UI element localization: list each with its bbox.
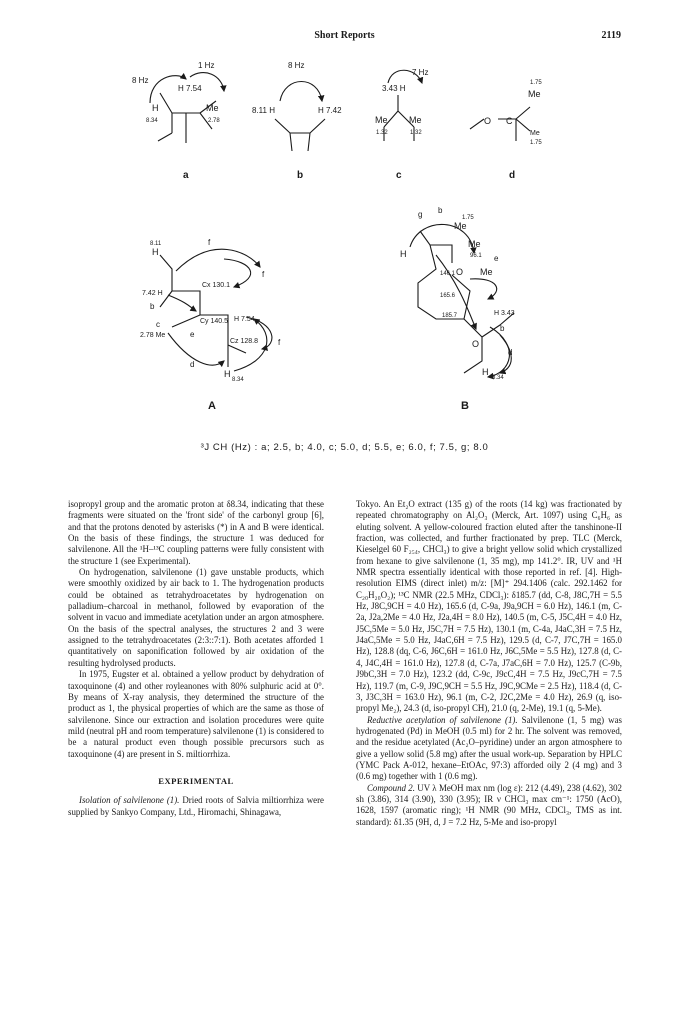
coupling-constants-legend: ³J CH (Hz) : a; 2.5, b; 4.0, c; 5.0, d; 5.5, e; 6.0, f; 7.5, g; 8.0 bbox=[200, 442, 489, 453]
frag-d-o: O bbox=[484, 116, 492, 126]
frag-d-me2: Me bbox=[530, 130, 540, 137]
A-label-3: b bbox=[150, 302, 155, 311]
reductive-acetylation-heading: Reductive acetylation of salvilenone (1). bbox=[367, 714, 518, 725]
frag-a-h2-shift: 8.34 bbox=[146, 118, 158, 124]
frag-d-me2-shift: 1.75 bbox=[530, 140, 542, 146]
frag-a-me: Me bbox=[206, 103, 219, 113]
B-label-9: Me bbox=[480, 267, 493, 277]
A-label-14: f bbox=[262, 270, 265, 279]
reductive-acetylation-text: Salvilenone (1, 5 mg) was hydrogenated (Pd) in MeOH (0.5 ml) for 2 hr. The solvent was removed, and the residue acetylated (Ac₂O–pyridine) under an argon atmosphere to give a yellow solid (5.8 mg) after the usual work-up. Separation by HPLC (YMC Pack A-012, hexane–EtOAc, 97:3) afforded oily 2 (4 mg) and 3 (0.6 mg) together with 1 (0.6 mg). bbox=[356, 714, 622, 782]
A-label-6: Cx 130.1 bbox=[202, 282, 231, 289]
page-number: 2119 bbox=[601, 30, 621, 41]
compound-2-heading: Compound 2. bbox=[367, 782, 415, 793]
left-paragraph-1: isopropyl group and the aromatic proton at δ8.34, indicating that these fragments were situated on the 'front side' of the carbonyl group [6], and that the protons denoted by asterisks (*) in A and B were identical. On the basis of these findings, the structure 1 was deduced for salvilenone. All the ¹H–¹³C coupling patterns were fully consistent with the structure 1 (see Experimental). bbox=[68, 499, 324, 566]
B-label-16: d bbox=[508, 348, 513, 357]
frag-d-c: C bbox=[506, 116, 513, 126]
left-paragraph-3: In 1975, Eugster et al. obtained a yellow product by dehydration of taxoquinone (4) and other royleanones with 80% sulphuric acid at 0°. By means of X-ray analysis, they determined the structure of the product as 1, the physical properties of which are the same as those of salvilenone. Since our extraction and isolation procedures were quite mild (neutral pH and room temperature) salvilenone (1) is considered to be a natural product even though possible precursors such as taxoquinone (4) are present in S. miltiorrhiza. bbox=[68, 669, 324, 759]
A-label-15: f bbox=[278, 338, 281, 347]
B-label-5: 96.1 bbox=[470, 253, 482, 259]
B-label-4: Me bbox=[468, 239, 481, 249]
frag-a-j1: 1 Hz bbox=[198, 61, 215, 70]
frag-d-letter: d bbox=[509, 170, 516, 181]
A-label-10: H bbox=[224, 369, 231, 379]
B-label-0: g bbox=[418, 210, 423, 219]
A-label-11: 8.34 bbox=[232, 377, 244, 383]
A-label-9: Cz 128.8 bbox=[230, 338, 259, 345]
frag-b-h2: H 7.42 bbox=[318, 106, 342, 115]
frag-b-h1: 8.11 H bbox=[252, 106, 275, 115]
frag-a-h2: H bbox=[152, 103, 159, 113]
A-label-2: 7.42 H bbox=[142, 290, 163, 297]
B-label-2: 1.75 bbox=[462, 215, 474, 221]
frag-b-j: 8 Hz bbox=[288, 61, 305, 70]
A-label-4: c bbox=[156, 320, 160, 329]
frag-c-me1-shift: 1.32 bbox=[376, 130, 388, 136]
A-label-16: e bbox=[190, 330, 195, 339]
right-paragraph-2 bbox=[356, 715, 622, 783]
B-label-8: O bbox=[456, 267, 464, 277]
B-label-1: b bbox=[438, 206, 443, 215]
running-head: Short Reports bbox=[314, 30, 375, 41]
structure-B-letter: B bbox=[461, 400, 469, 412]
frag-b-letter: b bbox=[297, 170, 304, 181]
frag-a-h1: H 7.54 bbox=[178, 84, 202, 93]
B-label-10: e bbox=[494, 254, 499, 263]
B-label-18: 8.34 bbox=[492, 375, 504, 381]
isolation-text: Dried roots of Salvia miltiorrhiza were supplied by Sankyo Company, Ltd., Hiromachi, Shinagawa, bbox=[68, 795, 324, 817]
B-label-6: H bbox=[400, 249, 407, 259]
frag-c-me2: Me bbox=[409, 115, 422, 125]
A-label-1: H bbox=[152, 247, 159, 257]
right-paragraph-1: Tokyo. An Et₂O extract (135 g) of the roots (14 kg) was fractionated by repeated chromatography on Al₂O₃ (Merck, Art. 1097) using C₆H₆ as eluting solvent. A yellow-coloured fraction eluted after the tanshinone-II fraction, was collected, and further fractionated by prep. TLC (Merck, Kieselgel 60 F₂₅₄, CHCl₃) to give a bright yellow solid which crystallized from hexane to give salvilenone (1, 35 mg), mp 141.2°. IR, UV and ¹H NMR spectra essentially identical with those reported in ref. [4]. High-resolution EIMS (direct inlet) m/z: [M]⁺ 294.1406 (calc. 292.1462 for C₂₀H₂₀O₂); ¹³C NMR (22.5 MHz, CDCl₃): δ185.7 (dd, C-8, J8C,7H = 5.5 Hz, J8C,9CH = 4.0 Hz), 165.6 (d, C-9a, J9a,9CH = 6.0 Hz), 146.1 (m, C-2a, J2a,2Me = 4.0 Hz, J2a,4H = 8.0 Hz), 140.5 (m, C-5, J5C,4H = 4.0 Hz, J5C,5Me = 5.0 Hz, J5C,7H = 7.5 Hz), 130.1 (m, C-4a, J4aC,3H = 7.5 Hz, J4aC,5Me = 5.0 Hz, J4aC,6H = 7.5 Hz), 129.5 (d, C-7, J7C,7H = 165.0 Hz), 128.8 (dq, C-6, J6C,6H = 161.0 Hz, J6C,5Me = 5.5 Hz), 127.8 (d, C-4, J4C,4H = 161.0 Hz), 127.8 (d, C-7a, J7aC,6H = 7.0 Hz), 125.7 (C-9b, J9bC,3H = 7.0 Hz), 123.2 (dd, C-9c, J9cC,4H = 7.5 Hz, J9cC,7H = 7.5 Hz), 119.7 (m, C-9, J9C,9CH = 5.5 Hz, J9C,9CMe = 2.5 Hz), 118.4 (d, C-3, J3C,3H = 163.0 Hz), 96.1 (m, C-2, J2C,2Me = 4.0 Hz), 26.9 (q, iso-propyl Me₂), 24.3 (d, iso-propyl CH), 21.0 (q, 2-Me), 19.1 (q, 5-Me). bbox=[356, 499, 622, 714]
B-label-14: H 3.43 bbox=[494, 310, 515, 317]
A-label-7: Cy 140.5 bbox=[200, 318, 229, 325]
figure-structures bbox=[0, 195, 689, 435]
A-label-8: H 7.54 bbox=[234, 316, 255, 323]
B-label-13: O bbox=[472, 339, 480, 349]
compound-2-text: UV λ MeOH max nm (log ε): 212 (4.49), 238 (4.62), 302 sh (3.86), 314 (3.90), 330 (3.95); IR ν CHCl₃ max cm⁻¹: 1750 (AcO), 1628, 1597 (aromatic ring); ¹H NMR (90 MHz, CDCl₃, TMS as int. standard): δ1.35 (9H, d, J = 7.2 Hz, 5-Me and iso-propyl bbox=[356, 782, 622, 827]
frag-d-me1: Me bbox=[528, 89, 541, 99]
A-label-13: f bbox=[208, 238, 211, 247]
left-column bbox=[68, 499, 324, 818]
B-label-17: H bbox=[482, 367, 489, 377]
A-label-5: 2.78 Me bbox=[140, 332, 166, 339]
structure-A-letter: A bbox=[208, 400, 216, 412]
right-column bbox=[356, 499, 622, 828]
A-label-12: d bbox=[190, 360, 195, 369]
right-paragraph-3 bbox=[356, 783, 622, 828]
B-label-11: 165.6 bbox=[440, 293, 456, 299]
frag-c-letter: c bbox=[396, 170, 402, 181]
B-label-15: b bbox=[500, 324, 505, 333]
frag-c-me2-shift: 1.32 bbox=[410, 130, 422, 136]
frag-a-me-shift: 2.78 bbox=[208, 118, 220, 124]
B-label-3: Me bbox=[454, 221, 467, 231]
frag-a-letter: a bbox=[183, 170, 189, 181]
left-paragraph-2: On hydrogenation, salvilenone (1) gave unstable products, which were smoothly oxidized by air back to 1. The hydrogenation products could be obtained as tetrahydroacetates by hydrogenation on palladium–charcoal in methanol, followed by evaporation of the solvent in vacuo and immediate acetylation under an argon atmosphere. On the basis of the spectral analyses, the structures 2 and 3 were assigned to the tetrahydroacetates (2:3::7:1). Both acetates afforded 1 quantitatively on saponification followed by air oxidation of the resulting hydrolysed products. bbox=[68, 567, 324, 668]
frag-c-j: 7 Hz bbox=[412, 68, 429, 77]
A-label-0: 8.11 bbox=[150, 241, 162, 247]
section-heading-experimental: EXPERIMENTAL bbox=[158, 775, 234, 786]
B-label-12: 185.7 bbox=[442, 313, 458, 319]
isolation-heading: Isolation of salvilenone (1). bbox=[79, 795, 180, 806]
frag-d-me1-shift: 1.75 bbox=[530, 80, 542, 86]
frag-c-h: 3.43 H bbox=[382, 84, 406, 93]
B-label-7: 146.1 bbox=[440, 271, 456, 277]
frag-c-me1: Me bbox=[375, 115, 388, 125]
frag-a-j2: 8 Hz bbox=[132, 76, 149, 85]
left-paragraph-4 bbox=[68, 795, 324, 818]
